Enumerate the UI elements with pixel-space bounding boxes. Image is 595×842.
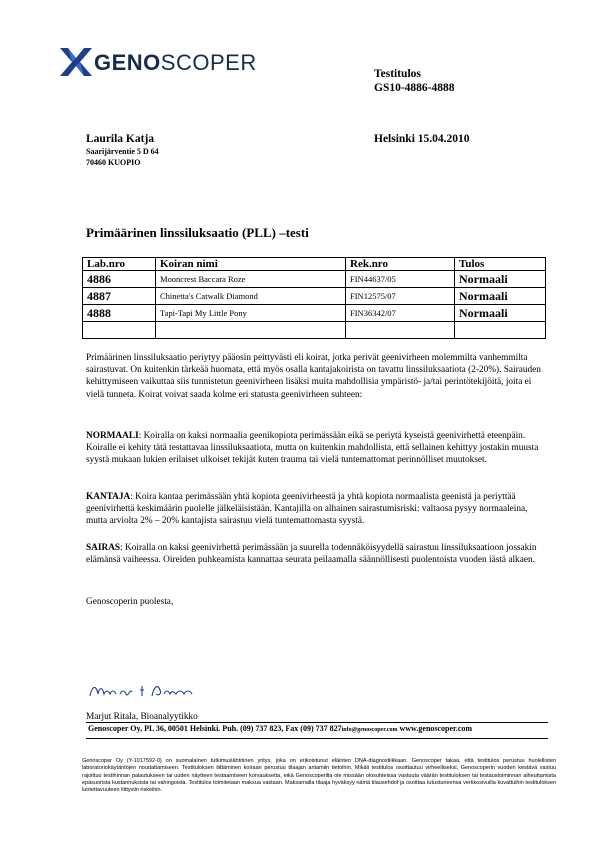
logo-mark-icon <box>58 44 94 80</box>
cell-rek: FIN36342/07 <box>346 305 455 322</box>
footer-address-line <box>88 724 472 733</box>
cell-rek: FIN44637/05 <box>346 271 455 288</box>
table-header-row <box>83 258 546 271</box>
test-label: Testitulos <box>374 68 421 80</box>
cell-result <box>455 322 546 339</box>
normaali-text: : Koiralla on kaksi normaalia geenikopiota perimässään eikä se periytä kyseistä geenivirhettä eteenpäin. Koiralle ei kehity tätä testattavaa linssiluksaatiota, mutta on kuitenkin mahdollista, että sellainen kehittyy jostakin muusta syystä mukaan lukien erilaiset ulkoiset tekijät kuten trauma tai vielä tuntemattomat perinnölliset muutokset. <box>86 431 539 466</box>
divider-top <box>86 722 548 723</box>
header-lab: Lab.nro <box>83 258 156 271</box>
cell-result: Normaali <box>455 288 546 305</box>
recipient-address <box>86 133 159 168</box>
cell-name <box>156 322 346 339</box>
cell-name: Tapi-Tapi My Little Pony <box>156 305 346 322</box>
recipient-name: Laurila Katja <box>86 133 155 145</box>
footer-email[interactable]: info@genoscoper.com <box>341 727 398 733</box>
cell-rek: FIN12575/07 <box>346 288 455 305</box>
logo-text-bold: GENO <box>94 50 161 75</box>
recipient-postal: 70460 KUOPIO <box>86 158 141 167</box>
kantaja-paragraph <box>86 491 546 528</box>
disclaimer: Genoscoper Oy (Y-1017592-0) on suomalainen tutkimuslähtöinen yritys, joka on erikoistunut eläinten DNA-diagnostiikkaan. Genoscoper takaa, että testitulos perustuu huolellisten laboratoriokäytäntöjen noudattamiseen. Testituloksen liittäminen koiraan perustuu tilaajan antamiin tietoihin. Mikäli testitulos osoittautuu virheelliseksi, Genoscoperin vuoden kestävä vastuu rajoittuu testihinnan palautukseen tai uuden näytteen testaamiseen korvauksetta, eikä Genoscoperilla ole missään olosuhteissa vastuuta väärän testituloksen tai testaustoiminnan aiheuttamista epäsuorista kustannuksista tai vahingoista. Testitulos toimitetaan maksua vastaan. Maksamalla tilaaja hyväksyy nämä tilausehdot ja osoittaa tutustuneensa verkkosivuilla kuvattuihin testituloksen luotettavuuteen liittyviin riskeihin. <box>82 758 556 794</box>
cell-lab: 4888 <box>83 305 156 322</box>
table-row <box>83 322 546 339</box>
sairas-paragraph <box>86 542 546 566</box>
divider-bottom <box>86 738 548 739</box>
cell-name: Chinetta's Catwalk Diamond <box>156 288 346 305</box>
handwritten-signature <box>86 680 216 707</box>
cell-result: Normaali <box>455 271 546 288</box>
signer: Marjut Ritala, Bioanalyytikko <box>86 712 198 722</box>
closing-text: Genoscoperin puolesta, <box>86 597 174 607</box>
footer-address: Genoscoper Oy, PL 36, 00501 Helsinki. Puh. (09) 737 823, Fax (09) 737 827 <box>88 724 342 733</box>
results-table <box>82 257 546 339</box>
cell-rek <box>346 322 455 339</box>
cell-lab <box>83 322 156 339</box>
footer-web[interactable]: www.genoscoper.com <box>399 724 473 733</box>
normaali-paragraph <box>86 430 546 467</box>
test-number: GS10-4886-4888 <box>374 82 455 94</box>
cell-lab: 4887 <box>83 288 156 305</box>
header-name: Koiran nimi <box>156 258 346 271</box>
logo-text-light: SCOPER <box>160 50 257 75</box>
header-result: Tulos <box>455 258 546 271</box>
cell-name: Mooncrest Baccara Roze <box>156 271 346 288</box>
document-title: Primäärinen linssiluksaatio (PLL) –testi <box>86 225 309 240</box>
intro-paragraph: Primäärinen linssiluksaatio periytyy pääosin peittyvästi eli koirat, jotka perivät geenivirheen molemmilta vanhemmilta sairastuvat. On kuitenkin tärkeää huomata, että myös osalla kantajakoirista on tavattu linssiluksaatiota (2-20%). Sairauden kehittymiseen vaikuttaa siis tunnistetun geenivirheen lisäksi muita mahdollisia ympäristö- ja/tai perintötekijöitä, joita ei vielä tunneta. Koirat voivat saada kolme eri statusta geenivirheen suhteen: <box>86 353 541 400</box>
table-row <box>83 305 546 322</box>
recipient-street: Saarijärventie 5 D 64 <box>86 147 159 156</box>
cell-result: Normaali <box>455 305 546 322</box>
sairas-label: SAIRAS <box>86 543 121 553</box>
cell-lab: 4886 <box>83 271 156 288</box>
kantaja-text: : Koira kantaa perimässään yhtä kopiota geenivirheestä ja yhtä kopiota normaalista geenistä ja periyttää geenivirhettä keskimäärin puolelle jälkeläisistään. Kantajilla on alhainen sairastumisriski: valtaosa pysyy normaaleina, mutta arviolta 2% – 20% kantajista sairastuu vielä tuntemattomasta syystä. <box>86 492 528 527</box>
table-row <box>83 288 546 305</box>
place-date: Helsinki 15.04.2010 <box>374 133 470 145</box>
table-row <box>83 271 546 288</box>
logo-wordmark <box>94 50 257 76</box>
header-rek: Rek.nro <box>346 258 455 271</box>
sairas-text: : Koiralla on kaksi geenivirhettä perimässään ja suurella todennäköisyydellä sairastuu linssiluksaatioon jossakin elämänsä vaiheessa. Oireiden puhkeamista kannattaa seurata peilaamalla säännöllisesti puolentoista vuoden iästä alkaen. <box>86 543 537 566</box>
kantaja-label: KANTAJA <box>86 492 131 502</box>
normaali-label: NORMAALI <box>86 431 139 441</box>
